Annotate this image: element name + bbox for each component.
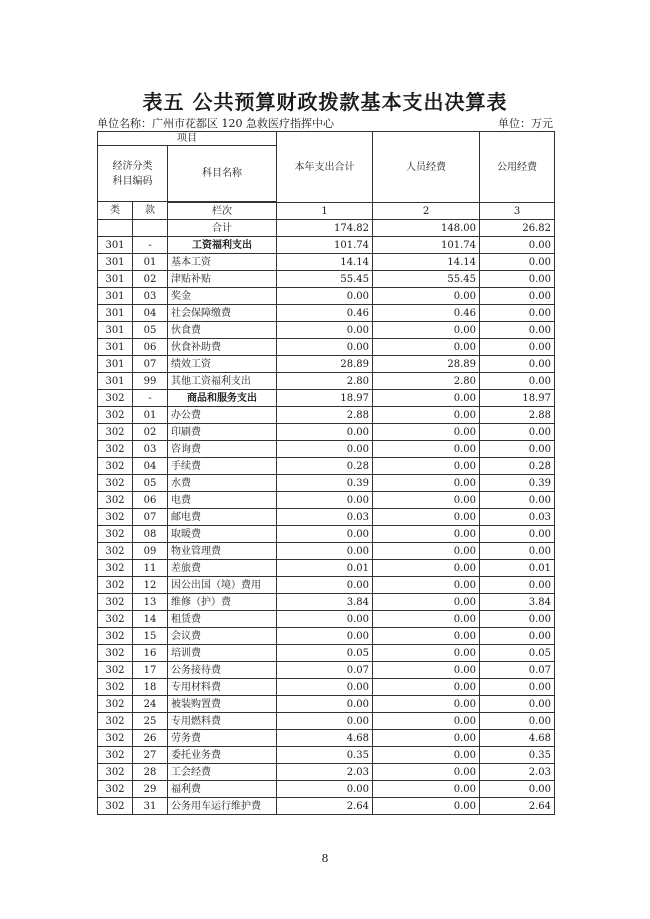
page-title: 表五 公共预算财政拨款基本支出决算表	[142, 90, 508, 114]
organization-label: 单位名称：广州市花都区 120 急救医疗指挥中心	[97, 117, 334, 130]
row-kuan: -	[133, 390, 168, 407]
table-row	[98, 441, 555, 458]
row-subject-name: 商品和服务支出	[168, 390, 277, 407]
row-lei: 302	[98, 407, 133, 424]
row-public: 0.00	[480, 679, 555, 696]
row-personnel: 0.00	[373, 662, 480, 679]
row-personnel: 0.00	[373, 696, 480, 713]
row-total: 14.14	[277, 254, 373, 271]
row-kuan: 07	[133, 509, 168, 526]
row-personnel: 0.00	[373, 492, 480, 509]
row-public: 0.00	[480, 373, 555, 390]
row-personnel: 0.00	[373, 339, 480, 356]
row-personnel: 0.00	[373, 407, 480, 424]
row-public: 0.28	[480, 458, 555, 475]
totals-personnel: 148.00	[373, 220, 480, 237]
row-total: 0.00	[277, 628, 373, 645]
row-total: 0.00	[277, 288, 373, 305]
row-lei: 302	[98, 543, 133, 560]
row-kuan: 04	[133, 305, 168, 322]
row-lei: 302	[98, 747, 133, 764]
row-kuan: 28	[133, 764, 168, 781]
row-kuan: 14	[133, 611, 168, 628]
row-total: 0.35	[277, 747, 373, 764]
row-personnel: 0.00	[373, 747, 480, 764]
budget-table	[97, 131, 555, 815]
row-kuan: 31	[133, 798, 168, 815]
row-personnel: 0.00	[373, 475, 480, 492]
row-total: 2.80	[277, 373, 373, 390]
row-public: 3.84	[480, 594, 555, 611]
row-kuan: 09	[133, 543, 168, 560]
row-lei: 302	[98, 781, 133, 798]
row-public: 0.07	[480, 662, 555, 679]
row-lei: 302	[98, 577, 133, 594]
row-subject-name: 工资福利支出	[168, 237, 277, 254]
row-total: 0.00	[277, 322, 373, 339]
row-subject-name: 公务用车运行维护费	[168, 798, 277, 815]
row-personnel: 55.45	[373, 271, 480, 288]
row-lei: 301	[98, 356, 133, 373]
header-personnel: 人员经费	[373, 132, 480, 203]
table-row	[98, 305, 555, 322]
row-total: 0.00	[277, 577, 373, 594]
row-lei: 302	[98, 679, 133, 696]
row-lei: 302	[98, 764, 133, 781]
row-public: 0.00	[480, 237, 555, 254]
header-total: 本年支出合计	[277, 132, 373, 203]
row-subject-name: 培训费	[168, 645, 277, 662]
row-lei: 302	[98, 645, 133, 662]
table-row	[98, 339, 555, 356]
row-subject-name: 取暖费	[168, 526, 277, 543]
row-subject-name: 社会保障缴费	[168, 305, 277, 322]
row-personnel: 0.00	[373, 458, 480, 475]
row-public: 0.00	[480, 305, 555, 322]
row-kuan: 08	[133, 526, 168, 543]
row-public: 0.03	[480, 509, 555, 526]
row-subject-name: 绩效工资	[168, 356, 277, 373]
row-kuan: 03	[133, 288, 168, 305]
col-number-2: 2	[373, 203, 480, 220]
row-total: 0.00	[277, 679, 373, 696]
row-total: 0.00	[277, 543, 373, 560]
row-kuan: 16	[133, 645, 168, 662]
row-lei: 302	[98, 594, 133, 611]
table-row	[98, 713, 555, 730]
row-personnel: 0.00	[373, 713, 480, 730]
row-public: 0.00	[480, 781, 555, 798]
row-lei: 302	[98, 475, 133, 492]
row-lei: 301	[98, 339, 133, 356]
unit-line	[97, 115, 553, 131]
row-lei: 302	[98, 798, 133, 815]
row-total: 0.00	[277, 339, 373, 356]
row-subject-name: 维修（护）费	[168, 594, 277, 611]
row-kuan: 13	[133, 594, 168, 611]
col-number-1: 1	[277, 203, 373, 220]
header-lei: 类	[98, 202, 133, 220]
row-public: 0.01	[480, 560, 555, 577]
row-total: 0.00	[277, 424, 373, 441]
row-lei: 302	[98, 424, 133, 441]
header-subject-name: 科目名称	[168, 146, 277, 202]
row-subject-name: 因公出国（境）费用	[168, 577, 277, 594]
row-subject-name: 奖金	[168, 288, 277, 305]
row-kuan: -	[133, 237, 168, 254]
row-public: 0.00	[480, 713, 555, 730]
row-lei: 301	[98, 322, 133, 339]
table-row	[98, 560, 555, 577]
row-kuan: 17	[133, 662, 168, 679]
row-public: 0.00	[480, 271, 555, 288]
row-subject-name: 专用材料费	[168, 679, 277, 696]
row-lei: 301	[98, 288, 133, 305]
row-personnel: 0.00	[373, 322, 480, 339]
row-lei: 302	[98, 390, 133, 407]
row-total: 0.39	[277, 475, 373, 492]
row-lei: 302	[98, 628, 133, 645]
row-lei: 301	[98, 373, 133, 390]
table-row	[98, 475, 555, 492]
row-subject-name: 被装购置费	[168, 696, 277, 713]
row-subject-name: 会议费	[168, 628, 277, 645]
row-public: 2.64	[480, 798, 555, 815]
row-total: 4.68	[277, 730, 373, 747]
row-public: 0.00	[480, 628, 555, 645]
row-total: 0.01	[277, 560, 373, 577]
table-row	[98, 747, 555, 764]
row-subject-name: 其他工资福利支出	[168, 373, 277, 390]
row-public: 0.00	[480, 543, 555, 560]
row-personnel: 14.14	[373, 254, 480, 271]
row-personnel: 0.00	[373, 730, 480, 747]
row-subject-name: 专用燃料费	[168, 713, 277, 730]
row-public: 0.00	[480, 288, 555, 305]
row-lei: 301	[98, 305, 133, 322]
row-lei: 301	[98, 237, 133, 254]
row-personnel: 0.00	[373, 645, 480, 662]
row-personnel: 0.00	[373, 628, 480, 645]
row-kuan: 06	[133, 492, 168, 509]
row-total: 0.28	[277, 458, 373, 475]
row-public: 2.88	[480, 407, 555, 424]
row-kuan: 05	[133, 475, 168, 492]
row-kuan: 11	[133, 560, 168, 577]
table-row	[98, 611, 555, 628]
row-total: 0.00	[277, 781, 373, 798]
row-total: 0.46	[277, 305, 373, 322]
table-row	[98, 628, 555, 645]
row-total: 0.00	[277, 492, 373, 509]
row-kuan: 03	[133, 441, 168, 458]
row-lei: 302	[98, 560, 133, 577]
table-row	[98, 577, 555, 594]
lanci-label: 栏次	[168, 203, 277, 220]
row-personnel: 0.00	[373, 441, 480, 458]
row-total: 101.74	[277, 237, 373, 254]
table-row	[98, 730, 555, 747]
totals-total: 174.82	[277, 220, 373, 237]
row-public: 0.00	[480, 254, 555, 271]
row-subject-name: 福利费	[168, 781, 277, 798]
row-kuan: 18	[133, 679, 168, 696]
table-row	[98, 543, 555, 560]
row-personnel: 0.00	[373, 390, 480, 407]
row-total: 0.07	[277, 662, 373, 679]
row-public: 0.00	[480, 611, 555, 628]
row-lei: 302	[98, 492, 133, 509]
table-row	[98, 764, 555, 781]
header-public: 公用经费	[480, 132, 555, 203]
row-lei: 302	[98, 441, 133, 458]
row-personnel: 0.00	[373, 781, 480, 798]
row-personnel: 0.00	[373, 509, 480, 526]
col-number-3: 3	[480, 203, 555, 220]
row-subject-name: 委托业务费	[168, 747, 277, 764]
row-subject-name: 伙食补助费	[168, 339, 277, 356]
row-public: 4.68	[480, 730, 555, 747]
row-lei: 302	[98, 509, 133, 526]
row-lei: 302	[98, 526, 133, 543]
table-row	[98, 288, 555, 305]
row-subject-name: 劳务费	[168, 730, 277, 747]
row-public: 0.05	[480, 645, 555, 662]
row-subject-name: 工会经费	[168, 764, 277, 781]
row-total: 18.97	[277, 390, 373, 407]
row-subject-name: 邮电费	[168, 509, 277, 526]
row-personnel: 0.00	[373, 543, 480, 560]
header-kuan: 款	[133, 202, 168, 220]
row-personnel: 0.46	[373, 305, 480, 322]
table-row	[98, 679, 555, 696]
table-row	[98, 509, 555, 526]
table-row	[98, 390, 555, 407]
row-subject-name: 基本工资	[168, 254, 277, 271]
header-project: 项目	[98, 132, 277, 146]
row-total: 2.88	[277, 407, 373, 424]
row-personnel: 0.00	[373, 798, 480, 815]
row-kuan: 12	[133, 577, 168, 594]
row-personnel: 0.00	[373, 577, 480, 594]
row-personnel: 2.80	[373, 373, 480, 390]
table-row	[98, 356, 555, 373]
row-total: 0.00	[277, 713, 373, 730]
row-lei: 302	[98, 730, 133, 747]
table-row	[98, 237, 555, 254]
row-total: 0.05	[277, 645, 373, 662]
row-public: 0.00	[480, 526, 555, 543]
table-row	[98, 696, 555, 713]
row-public: 0.00	[480, 322, 555, 339]
table-row	[98, 662, 555, 679]
row-lei: 302	[98, 696, 133, 713]
row-personnel: 0.00	[373, 679, 480, 696]
row-total: 0.00	[277, 526, 373, 543]
row-personnel: 101.74	[373, 237, 480, 254]
row-personnel: 0.00	[373, 611, 480, 628]
header-econ-code: 经济分类科目编码	[98, 146, 168, 202]
row-kuan: 01	[133, 254, 168, 271]
row-public: 0.00	[480, 577, 555, 594]
row-kuan: 02	[133, 424, 168, 441]
row-personnel: 0.00	[373, 526, 480, 543]
table-row	[98, 798, 555, 815]
row-personnel: 0.00	[373, 424, 480, 441]
row-kuan: 27	[133, 747, 168, 764]
table-row	[98, 458, 555, 475]
totals-label: 合计	[168, 220, 277, 237]
row-public: 0.00	[480, 424, 555, 441]
row-public: 0.35	[480, 747, 555, 764]
row-subject-name: 办公费	[168, 407, 277, 424]
row-subject-name: 电费	[168, 492, 277, 509]
row-total: 0.00	[277, 696, 373, 713]
row-lei: 301	[98, 254, 133, 271]
row-public: 0.00	[480, 339, 555, 356]
row-kuan: 15	[133, 628, 168, 645]
row-total: 0.03	[277, 509, 373, 526]
table-row	[98, 322, 555, 339]
row-kuan: 04	[133, 458, 168, 475]
row-kuan: 07	[133, 356, 168, 373]
row-kuan: 02	[133, 271, 168, 288]
row-lei: 302	[98, 611, 133, 628]
row-total: 0.00	[277, 611, 373, 628]
row-public: 2.03	[480, 764, 555, 781]
header-row-1	[98, 132, 555, 146]
row-kuan: 29	[133, 781, 168, 798]
row-personnel: 0.00	[373, 288, 480, 305]
row-subject-name: 伙食费	[168, 322, 277, 339]
row-subject-name: 津贴补贴	[168, 271, 277, 288]
row-lei: 302	[98, 713, 133, 730]
table-row	[98, 424, 555, 441]
row-total: 28.89	[277, 356, 373, 373]
row-total: 55.45	[277, 271, 373, 288]
row-kuan: 01	[133, 407, 168, 424]
row-subject-name: 公务接待费	[168, 662, 277, 679]
row-total: 2.64	[277, 798, 373, 815]
row-subject-name: 咨询费	[168, 441, 277, 458]
row-lei: 302	[98, 458, 133, 475]
table-row	[98, 781, 555, 798]
row-total: 3.84	[277, 594, 373, 611]
row-public: 0.00	[480, 356, 555, 373]
row-subject-name: 物业管理费	[168, 543, 277, 560]
row-personnel: 0.00	[373, 594, 480, 611]
table-row	[98, 254, 555, 271]
row-total: 0.00	[277, 441, 373, 458]
row-lei: 302	[98, 662, 133, 679]
row-subject-name: 差旅费	[168, 560, 277, 577]
row-personnel: 0.00	[373, 764, 480, 781]
row-kuan: 06	[133, 339, 168, 356]
table-row	[98, 271, 555, 288]
totals-row	[98, 220, 555, 237]
row-public: 0.00	[480, 696, 555, 713]
row-personnel: 0.00	[373, 560, 480, 577]
unit-label: 单位：万元	[498, 117, 553, 130]
row-kuan: 24	[133, 696, 168, 713]
totals-public: 26.82	[480, 220, 555, 237]
table-row	[98, 594, 555, 611]
row-public: 0.39	[480, 475, 555, 492]
table-row	[98, 645, 555, 662]
row-kuan: 99	[133, 373, 168, 390]
row-kuan: 05	[133, 322, 168, 339]
page-number: 8	[321, 852, 329, 865]
row-public: 18.97	[480, 390, 555, 407]
table-row	[98, 526, 555, 543]
row-public: 0.00	[480, 441, 555, 458]
row-lei: 301	[98, 271, 133, 288]
row-subject-name: 水费	[168, 475, 277, 492]
row-subject-name: 租赁费	[168, 611, 277, 628]
row-personnel: 28.89	[373, 356, 480, 373]
table-row	[98, 373, 555, 390]
row-kuan: 25	[133, 713, 168, 730]
row-kuan: 26	[133, 730, 168, 747]
row-subject-name: 手续费	[168, 458, 277, 475]
row-subject-name: 印刷费	[168, 424, 277, 441]
table-row	[98, 492, 555, 509]
row-total: 2.03	[277, 764, 373, 781]
table-row	[98, 407, 555, 424]
row-public: 0.00	[480, 492, 555, 509]
